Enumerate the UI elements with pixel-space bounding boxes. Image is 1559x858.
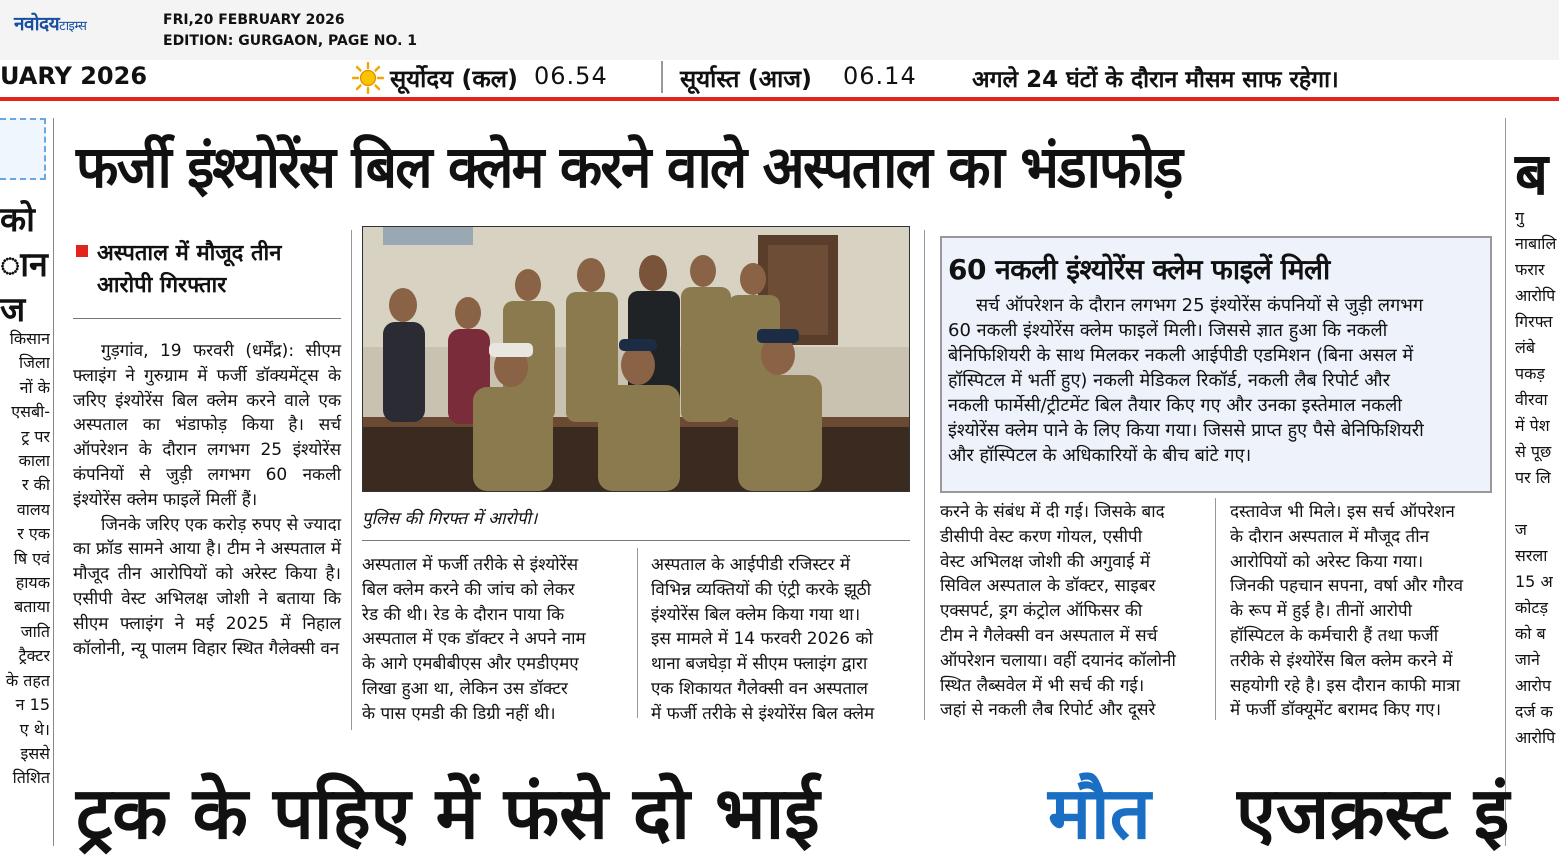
text-line: सहयोगी रहे है। इस दौरान काफी मात्रा	[1230, 675, 1461, 696]
right-edge-line: कोटड़	[1515, 598, 1549, 617]
right-edge-line: गिरफ्त	[1515, 312, 1553, 331]
text-line: दौरान लगभग 25 इंश्योरेंस कंपनियों	[73, 440, 341, 485]
text-line: तरीके से इंश्योरेंस बिल क्लेम करने में	[1230, 650, 1453, 671]
article-column-4	[940, 500, 1202, 723]
text-line: करने के संबंध में दी गई। जिसके बाद	[940, 502, 1165, 522]
text-line: ज्यादा का फ्रॉड सामने आया है। टीम	[73, 514, 342, 560]
newspaper-logo[interactable]	[14, 10, 86, 36]
right-edge-line: से पूछ	[1515, 442, 1552, 461]
paragraph	[73, 513, 341, 662]
right-edge-line: आरोप	[1515, 676, 1552, 695]
right-edge-line: सरला	[1515, 546, 1548, 565]
left-edge-line: किसान	[9, 329, 50, 348]
left-edge-line: काला	[18, 451, 50, 471]
text-line: दस्तावेज भी मिले। इस सर्च ऑपरेशन	[1230, 502, 1455, 522]
text-line: ऑपरेशन चलाया। वहीं दयानंद कॉलोनी	[940, 650, 1176, 671]
text-line: अभिलक्ष जोशी ने बताया कि सीएम	[73, 588, 341, 634]
right-edge-line: आरोपि	[1515, 286, 1556, 305]
column-rule	[1215, 498, 1216, 720]
text-line: लिखा हुआ था, लेकिन उस डॉक्टर	[362, 678, 568, 699]
left-edge-line: ट्र पर	[21, 426, 50, 446]
left-edge-text	[0, 327, 50, 791]
column-rule	[351, 230, 352, 730]
logo-sub: टाइम्स	[59, 19, 87, 34]
text-line: 60 नकली इंश्योरेंस क्लेम फाइलें मिली। जिससे ज्ञात हुआ कि नकली	[948, 320, 1388, 341]
text-line: नकली फार्मेसी/ट्रीटमेंट बिल तैयार किए गए और उनका इस्तेमाल नकली	[948, 395, 1402, 416]
left-edge-line: र की	[21, 475, 50, 495]
text-line: क्लेम करने वाले एक अस्पताल का	[73, 390, 341, 436]
right-edge-line: में पेश	[1515, 416, 1550, 435]
edition-info	[163, 10, 417, 52]
sunrise-time: 06.54	[534, 62, 608, 90]
left-edge-heading-1: को	[0, 200, 35, 240]
left-edge-heading-3: ज	[0, 290, 26, 330]
left-edge-line: वालय	[16, 499, 50, 519]
photo-caption: पुलिस की गिरफ्त में आरोपी।	[362, 509, 538, 529]
right-edge-line: आरोपि	[1515, 728, 1556, 747]
date-fragment: UARY 2026	[0, 62, 148, 90]
text-line: के पास एमडी की डिग्री नहीं थी।	[362, 703, 556, 724]
right-column-rule	[1505, 118, 1506, 846]
right-edge-line: वीरवा	[1515, 390, 1548, 409]
text-line: फ्लाइंग ने मई 2025 में निहाल कॉलोनी,	[73, 613, 342, 659]
text-line: से जुड़ी लगभग 60 नकली इंश्योरेंस	[73, 464, 342, 510]
text-line: बेनिफिशियरी के साथ मिलकर नकली आईपीडी एडमिशन (बिना असल में	[948, 345, 1414, 366]
right-edge-line: 15 अ	[1515, 572, 1553, 591]
text-line: क्लेम फाइलें मिलीं हैं।	[126, 489, 258, 510]
text-line: के दौरान अस्पताल में मौजूद तीन	[1230, 526, 1430, 547]
left-edge-line: तिशित	[12, 768, 50, 788]
left-edge-line: एसबी-	[11, 402, 50, 422]
right-edge-line	[1515, 491, 1559, 517]
left-edge-line: के तहत	[5, 670, 50, 690]
text-line: हॉस्पिटल में भर्ती हुए) नकली मेडिकल रिकॉर्ड, नकली लैब रिपोर्ट और	[948, 370, 1391, 391]
right-edge-line: लंबे	[1515, 338, 1535, 357]
text-line: स्थित लैब्सवेल में भी सर्च की गई।	[940, 675, 1145, 696]
text-line: के रूप में हुई है। तीनों आरोपी	[1230, 601, 1413, 622]
right-headline-fragment: ब	[1515, 140, 1549, 208]
text-line: अस्पताल के आईपीडी रजिस्टर में	[651, 555, 851, 575]
text-line: सिविल अस्पताल के डॉक्टर, साइबर	[940, 576, 1156, 597]
right-edge-line: दर्ज क	[1515, 702, 1553, 721]
text-line: न्यू पालम विहार स्थित गैलेक्सी वन	[131, 638, 340, 659]
text-line: वेस्ट अभिलक्ष जोशी की अगुवाई में	[940, 551, 1151, 572]
text-line: में फर्जी डॉक्यूमेंट बरामद किए गए।	[1230, 700, 1442, 721]
text-line: भंडाफोड़ किया है। सर्च ऑपरेशन के	[73, 415, 342, 461]
text-line: सर्च ऑपरेशन के दौरान लगभग 25 इंश्योरेंस कंपनियों से जुड़ी लगभग	[976, 295, 1423, 316]
police-group-photo-image	[363, 227, 909, 491]
subheadline	[97, 238, 281, 302]
text-line: में फर्जी तरीके से इंश्योरेंस बिल क्लेम	[651, 703, 875, 724]
caption-divider	[362, 540, 910, 541]
right-edge-line: पर लि	[1515, 468, 1551, 487]
text-line: जहां से नकली लैब रिपोर्ट और दूसरे	[940, 700, 1156, 721]
right-edge-line: फरार	[1515, 260, 1545, 279]
text-line: बिल क्लेम करने की जांच को लेकर	[362, 579, 575, 600]
text-line: अस्पताल में एक डॉक्टर ने अपने नाम	[362, 629, 586, 650]
date-line: FRI,20 FEBRUARY 2026	[163, 12, 345, 28]
news-photo[interactable]	[362, 226, 910, 492]
left-edge-line: न 15	[15, 695, 50, 715]
text-line: अस्पताल में फर्जी तरीके से इंश्योरेंस	[362, 555, 579, 575]
article-column-1	[73, 339, 341, 661]
box-body	[948, 293, 1480, 468]
text-line: एक्सपर्ट, ड्रग कंट्रोल ऑफिसर की	[940, 601, 1143, 622]
red-divider	[0, 97, 1559, 101]
text-line: इस मामले में 14 फरवरी 2026 को	[651, 629, 873, 650]
text-line: टीम ने गैलेक्सी वन अस्पताल में सर्च	[940, 625, 1158, 646]
right-edge-line: को ब	[1515, 624, 1546, 643]
text-line: जिनके जरिए एक करोड़ रुपए से	[101, 514, 299, 535]
text-line: जिनकी पहचान सपना, वर्षा और गौरव	[1230, 576, 1464, 597]
bottom-headline-left[interactable]: ट्रक के पहिए में फंसे दो भाई	[76, 771, 820, 855]
text-line: आरोपियों को अरेस्ट किया गया।	[1230, 551, 1424, 572]
left-edge-line: जिला	[18, 353, 50, 373]
bottom-headline-middle[interactable]: मौत	[1048, 771, 1151, 855]
right-edge-line: ज	[1515, 520, 1527, 539]
sunset-label: सूर्यास्त (आज)	[680, 65, 813, 93]
text-line: डीसीपी वेस्ट करण गोयल, एसीपी	[940, 526, 1143, 547]
text-line: हॉस्पिटल के कर्मचारी हैं तथा फर्जी	[1230, 625, 1439, 646]
text-line: सीएम फ्लाइंग ने गुरुग्राम में फर्जी	[73, 341, 341, 386]
sunset-time: 06.14	[843, 62, 917, 90]
text-line: थाना बजघेड़ा में सीएम फ्लाइंग द्वारा	[651, 654, 868, 675]
subhead-bullet	[76, 245, 88, 257]
text-line: ने अस्पताल में मौजूद तीन आरोपियों	[73, 539, 341, 585]
sun-icon	[352, 62, 384, 94]
box-title[interactable]: 60 नकली इंश्योरेंस क्लेम फाइलें मिली	[948, 253, 1330, 286]
logo-main: नवोदय	[14, 13, 60, 35]
left-edge-line: ट्रैक्टर	[18, 646, 50, 666]
text-line: विभिन्न व्यक्तियों की एंट्री करके झूठी	[651, 579, 872, 600]
left-edge-line: जाति	[20, 621, 50, 641]
text-line: एक शिकायत गैलेक्सी वन अस्पताल	[651, 678, 868, 699]
left-column-rule	[53, 118, 54, 846]
subhead-divider	[73, 318, 341, 319]
left-edge-line: हायक	[15, 573, 50, 593]
text-line: और हॉस्पिटल के अधिकारियों के बीच बांटे गए।	[948, 445, 1252, 466]
text-line: डॉक्यमेंट्स के जरिए इंश्योरेंस बिल	[73, 365, 341, 411]
subhead-line-2: आरोपी गिरफ्तार	[97, 273, 227, 298]
right-edge-line: जाने	[1515, 650, 1540, 669]
right-edge-line: पकड़	[1515, 364, 1545, 383]
subhead-line-1: अस्पताल में मौजूद तीन	[97, 241, 282, 266]
column-rule	[637, 548, 638, 718]
right-edge-line: नाबालि	[1515, 234, 1557, 253]
article-column-2	[362, 553, 624, 727]
text-line: रेड की थी। रेड के दौरान पाया कि	[362, 604, 565, 625]
text-line: के आगे एमबीबीएस और एमडीएमए	[362, 654, 579, 675]
text-line: इंश्योरेंस क्लेम पाने के लिए किया गया। जिससे प्राप्त हुए पैसे बेनिफिशियरी	[948, 420, 1424, 441]
paragraph	[73, 339, 341, 513]
text-line: को अरेस्ट किया है। एसीपी वेस्ट	[73, 564, 341, 609]
left-edge-line: र एक	[17, 524, 50, 544]
text-line: इंश्योरेंस बिल क्लेम किया गया था।	[651, 604, 861, 625]
left-edge-line: बताया	[14, 597, 50, 617]
sunrise-label: सूर्योदय (कल)	[390, 65, 519, 93]
left-edge-line: नों के	[19, 377, 50, 397]
weather-forecast: अगले 24 घंटों के दौरान मौसम साफ रहेगा।	[972, 67, 1339, 93]
right-edge-line: गु	[1515, 208, 1525, 227]
main-headline[interactable]: फर्जी इंश्योरेंस बिल क्लेम करने वाले अस्पताल का भंडाफोड़	[76, 133, 1182, 201]
left-edge-box	[0, 118, 46, 180]
left-edge-line: ए थे।	[19, 719, 50, 739]
column-rule	[924, 230, 925, 720]
text-line: गुड़गांव, 19 फरवरी (धर्मेंद्र):	[101, 341, 295, 361]
left-edge-line: षि एवं	[13, 548, 50, 568]
right-edge-text	[1515, 205, 1559, 751]
article-column-5	[1230, 500, 1490, 723]
left-edge-heading-2: ान	[0, 245, 48, 285]
article-column-3	[651, 553, 911, 727]
bottom-headline-right[interactable]: एजक्रस्ट इं	[1236, 771, 1510, 855]
edition-line: EDITION: GURGAON, PAGE NO. 1	[163, 33, 418, 49]
left-edge-line: इससे	[20, 743, 50, 763]
strip-divider	[661, 61, 663, 93]
